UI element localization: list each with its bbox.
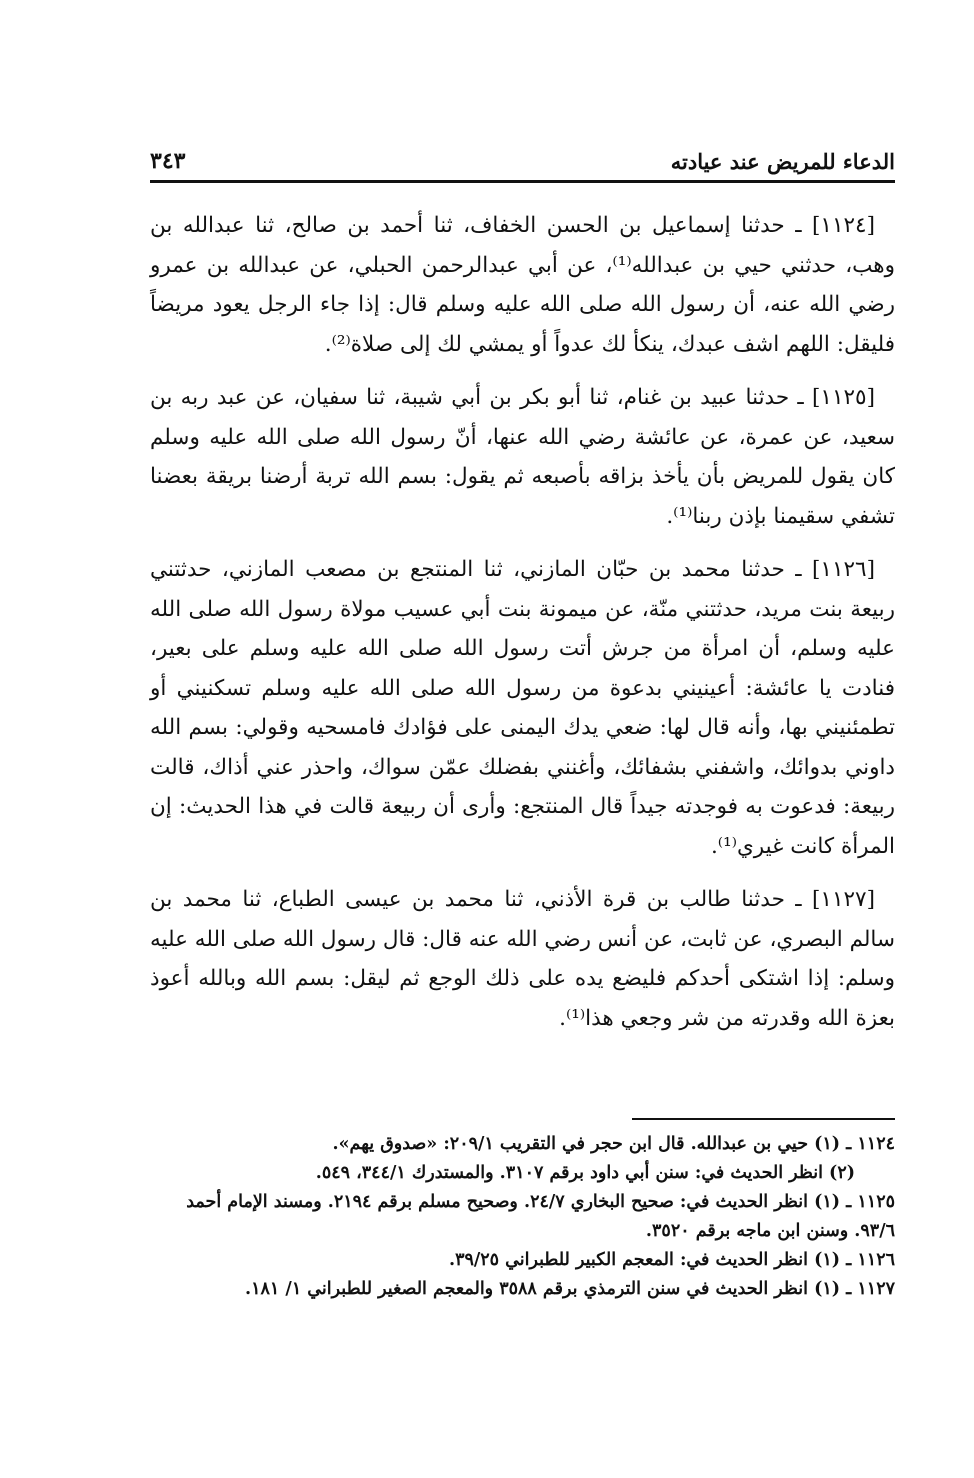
page-number: ٣٤٣ — [150, 148, 186, 174]
hadith-1126: [١١٢٦] ـ حدثنا محمد بن حبّان المازني، ثنا المنتجع بن مصعب المازني، حدثتني ربيعة بنت مريد، حدثتني منّة، عن ميمونة بنت أبي عسيب مولاة رسول الله صلى الله عليه وسلم، أن امرأة من جرش أتت رسول الله صلى الله عليه وسلم على بعير، فنادت يا عائشة: أعينيني بدعوة من رسول الله صلى الله عليه وسلم تسكنيني أو تطمئنيني بها، وأنه قال لها: ضعي يدك اليمنى على فؤادك فامسحيه وقولي: بسم الله داوني بدوائك، واشفني بشفائك، وأغنني بفضلك عمّن سواك، واحذر عني أذاك، قالت ربيعة: فدعوت به فوجدته جيداً قال المنتجع: وأرى أن ربيعة قالت في هذا الحديث: إن المرأة كانت غيري⁽¹⁾. — [150, 557, 895, 859]
footnote-separator — [632, 1118, 895, 1120]
footnote-1127-1: ١١٢٧ ـ (١) انظر الحديث في سنن الترمذي برقم ٣٥٨٨ والمعجم الصغير للطبراني ١/ ١٨١. — [245, 1279, 895, 1299]
chapter-title: الدعاء للمريض عند عيادته — [670, 149, 895, 174]
hadith-1124: [١١٢٤] ـ حدثنا إسماعيل بن الحسن الخفاف، ثنا أحمد بن صالح، ثنا عبدالله بن وهب، حدثني حيي بن عبدالله⁽¹⁾، عن أبي عبدالرحمن الحبلي، عن عبدالله بن عمرو رضي الله عنه، أن رسول الله صلى الله عليه وسلم قال: إذا جاء الرجل يعود مريضاً فليقل: اللهم اشف عبدك، ينكأ لك عدواً أو يمشي لك إلى صلاة⁽²⁾. — [150, 213, 895, 357]
main-text — [150, 206, 895, 1052]
running-header — [150, 138, 895, 183]
hadith-1125: [١١٢٥] ـ حدثنا عبيد بن غنام، ثنا أبو بكر بن أبي شيبة، ثنا سفيان، عن عبد ربه بن سعيد، عن عمرة، عن عائشة رضي الله عنها، أنّ رسول الله صلى الله عليه وسلم كان يقول للمريض بأن يأخذ بزاقه بأصبعه ثم يقول: بسم الله تربة أرضنا بريقة بعضنا تشفي سقيمنا بإذن ربنا⁽¹⁾. — [150, 385, 895, 529]
footnote-1124-2: (٢) انظر الحديث في: سنن أبي داود برقم ٣١٠٧. والمستدرك ٣٤٤/١، ٥٤٩. — [315, 1163, 855, 1183]
hadith-1127: [١١٢٧] ـ حدثنا طالب بن قرة الأذني، ثنا محمد بن عيسى الطباع، ثنا محمد بن سالم البصري، عن ثابت، عن أنس رضي الله عنه قال: قال رسول الله صلى الله عليه وسلم: إذا اشتكى أحدكم فليضع يده على ذلك الوجع ثم ليقل: بسم الله وبالله أعوذ بعزة الله وقدرته من شر وجعي هذا⁽¹⁾. — [150, 887, 895, 1031]
footnote-1124-1: ١١٢٤ ـ (١) حيي بن عبدالله. قال ابن حجر في التقريب ٢٠٩/١: «صدوق يهم». — [332, 1134, 895, 1154]
footnote-1126-1: ١١٢٦ ـ (١) انظر الحديث في: المعجم الكبير للطبراني ٣٩/٢٥. — [448, 1250, 895, 1270]
footnotes — [140, 1130, 895, 1304]
footnote-1125-1: ١١٢٥ ـ (١) انظر الحديث في: صحيح البخاري ٢٤/٧. وصحيح مسلم برقم ٢١٩٤. ومسند الإمام أحمد ٩٣/٦. وسنن ابن ماجه برقم ٣٥٢٠. — [186, 1192, 895, 1241]
